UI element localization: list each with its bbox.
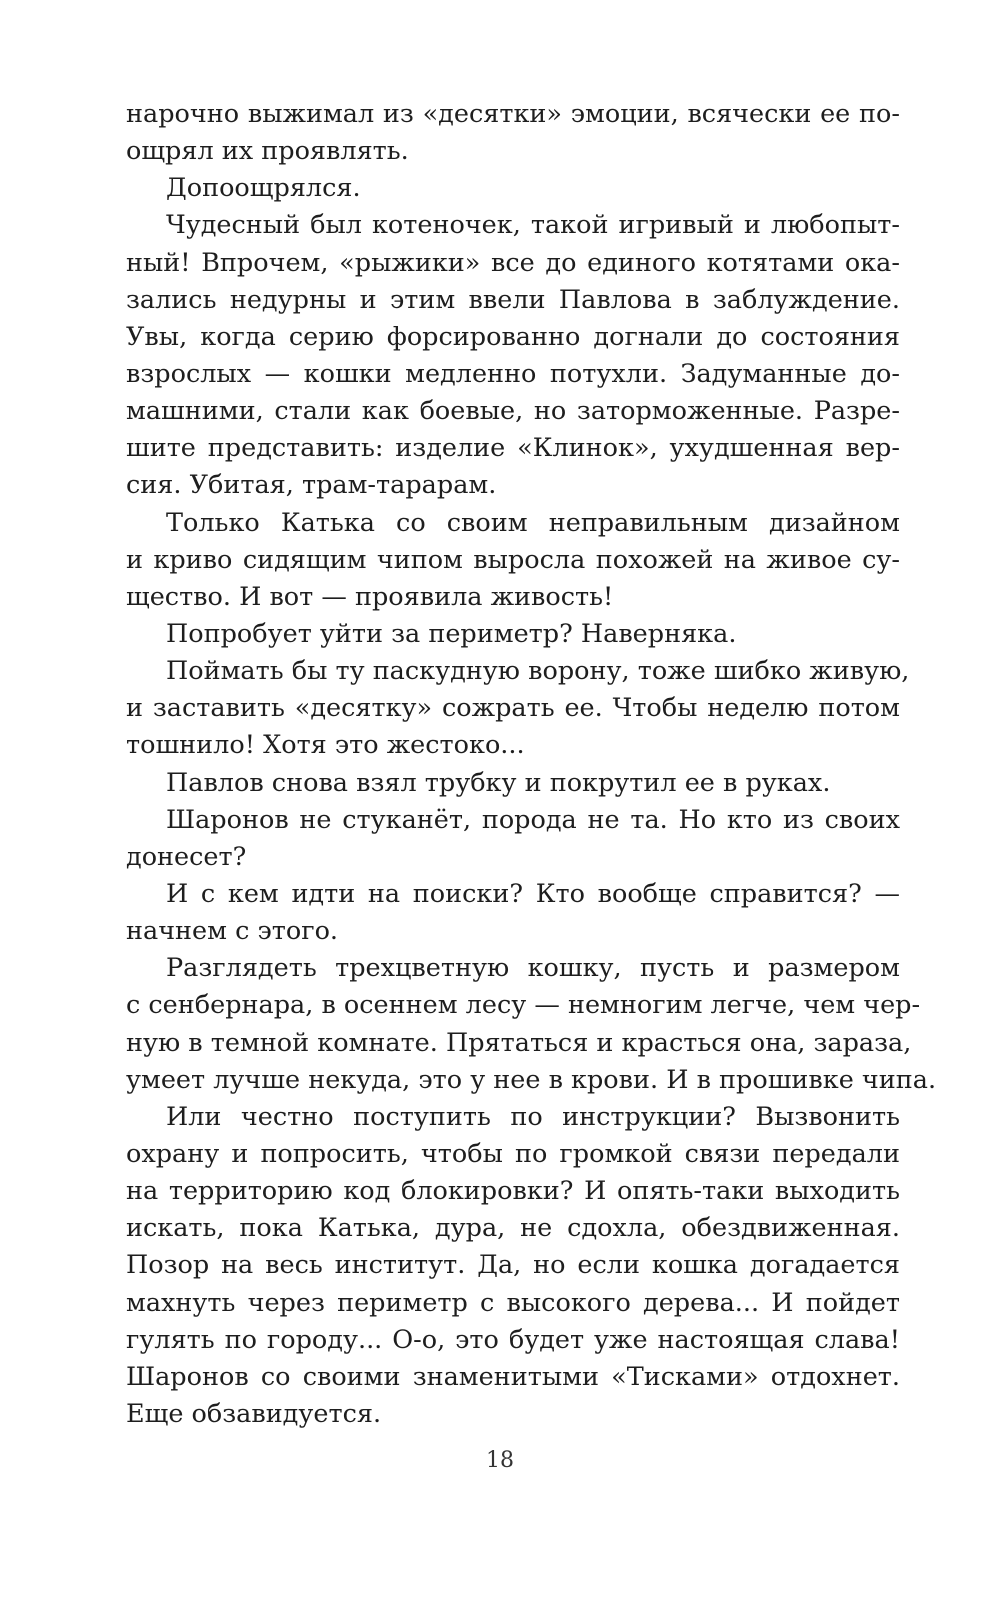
text-line: Поймать бы ту паскудную ворону, тоже шибко живую, [166, 656, 910, 687]
text-line: ощрял их проявлять. [126, 136, 409, 167]
text-line: охрану и попросить, чтобы по громкой связи передали [126, 1138, 900, 1169]
text-line: с сенбернара, в осеннем лесу — немногим легче, чем чер- [126, 990, 921, 1021]
text-line: Павлов снова взял трубку и покрутил ее в руках. [166, 767, 831, 798]
text-line: донесет? [126, 841, 247, 872]
text-line: Только Катька со своим неправильным дизайном [166, 507, 900, 538]
text-line: Позор на весь институт. Да, но если кошка догадается [126, 1250, 900, 1281]
text-line: махнуть через периметр с высокого дерева... И пойдет [126, 1287, 900, 1318]
text-line: умеет лучше некуда, это у нее в крови. И в прошивке чипа. [126, 1064, 937, 1095]
text-line: искать, пока Катька, дура, не сдохла, обездвиженная. [126, 1213, 900, 1244]
text-line: взрослых — кошки медленно потухли. Задуманные до- [126, 358, 900, 389]
text-line: Разглядеть трехцветную кошку, пусть и размером [166, 953, 900, 984]
text-line: И с кем идти на поиски? Кто вообще справится? — [166, 878, 900, 909]
page-number: 18 [486, 1448, 514, 1473]
text-line: Увы, когда серию форсированно догнали до состояния [126, 321, 900, 352]
text-line: Или честно поступить по инструкции? Вызвонить [166, 1101, 900, 1132]
text-line: машними, стали как боевые, но заторможенные. Разре- [126, 396, 900, 427]
text-line: и криво сидящим чипом выросла похожей на живое су- [126, 544, 900, 575]
text-line: и заставить «десятку» сожрать ее. Чтобы неделю потом [126, 693, 900, 724]
text-line: на территорию код блокировки? И опять-таки выходить [126, 1176, 900, 1207]
text-line: Шаронов со своими знаменитыми «Тисками» отдохнет. [126, 1361, 900, 1392]
text-line: Шаронов не стуканёт, порода не та. Но кто из своих [166, 804, 900, 835]
page-body [126, 96, 937, 1433]
text-line: гулять по городу... О-о, это будет уже настоящая слава! [126, 1324, 900, 1355]
text-line: сия. Убитая, трам-тарарам. [126, 470, 497, 501]
text-line: начнем с этого. [126, 916, 339, 947]
text-line: ную в темной комнате. Прятаться и красться она, зараза, [126, 1027, 912, 1058]
text-line: Еще обзавидуется. [126, 1398, 382, 1429]
text-line: Попробует уйти за периметр? Наверняка. [166, 618, 737, 649]
text-line: зались недурны и этим ввели Павлова в заблуждение. [126, 284, 900, 315]
text-line: Допоощрялся. [166, 173, 361, 204]
text-line: щество. И вот — проявила живость! [126, 581, 614, 612]
text-line: нарочно выжимал из «десятки» эмоции, всячески ее по- [126, 99, 900, 129]
text-line: ный! Впрочем, «рыжики» все до единого котятами ока- [126, 247, 900, 278]
text-line: тошнило! Хотя это жестоко... [126, 730, 525, 761]
text-line: шите представить: изделие «Клинок», ухудшенная вер- [126, 433, 900, 464]
text-line: Чудесный был котеночек, такой игривый и любопыт- [166, 210, 900, 241]
